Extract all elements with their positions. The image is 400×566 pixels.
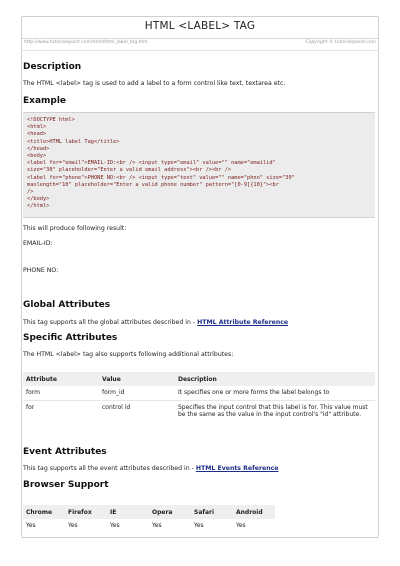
page-title: HTML <LABEL> TAG (144, 20, 256, 32)
heading-browser-support: Browser Support (23, 480, 109, 490)
specific-attributes-text: The HTML <label> tag also supports following additional attributes: (23, 351, 234, 358)
phone-label: PHONE NO: (23, 267, 59, 274)
table-cell: form_id (99, 386, 175, 400)
table-row (23, 386, 375, 400)
table-cell: Yes (68, 522, 78, 529)
column-header: Value (99, 372, 175, 386)
event-attributes-sentence: This tag supports all the event attributes described in - (23, 465, 196, 472)
column-header: Attribute (23, 372, 99, 386)
column-header: Android (233, 505, 275, 519)
table-header-row (23, 372, 375, 386)
result-intro: This will produce following result: (23, 225, 127, 232)
description-text: The HTML <label> tag is used to add a label to a form control like text, textarea etc. (23, 80, 286, 87)
event-attributes-text (23, 465, 279, 472)
table-cell: Yes (26, 522, 36, 529)
column-header: IE (107, 505, 149, 519)
table-cell: Yes (194, 522, 204, 529)
column-header: Description (175, 372, 375, 386)
table-cell: Yes (152, 522, 162, 529)
source-url[interactable]: http://www.tutorialspoint.com/html/html_label_tag.htm (24, 40, 148, 45)
column-header: Chrome (23, 505, 65, 519)
table-cell: Specifies the input control that this label is for. This value must be the same as the value in the input control's "id" attribute. (178, 403, 368, 419)
meta-bar (24, 40, 376, 50)
attributes-table (23, 372, 375, 422)
table-row (23, 519, 275, 533)
heading-specific-attributes: Specific Attributes (23, 333, 118, 343)
column-header: Opera (149, 505, 191, 519)
table-header-row (23, 505, 275, 519)
heading-global-attributes: Global Attributes (23, 300, 111, 310)
heading-example: Example (23, 96, 67, 106)
table-cell: Yes (110, 522, 120, 529)
meta-divider (21, 50, 379, 51)
page-frame (21, 16, 379, 538)
html-attribute-reference-link[interactable]: HTML Attribute Reference (197, 319, 289, 326)
html-events-reference-link[interactable]: HTML Events Reference (195, 465, 279, 472)
table-cell: Yes (236, 522, 246, 529)
code-sample: <!DOCTYPE html> <html> <head> <title>HTML label Tag</title> </head> <body> <label for="email">EMAIL-ID:<br /> <input type="email" value="" name="emailid" size="30" placeholder="Enter a valid email address"><br /><br /> <label for="phone">PHONE NO:<br /> <input type="text" value="" name="phno" size="30" maxlength="10" placeholder="Enter a valid phone number" pattern="[0-9]{10}"><br /> </body> </html> (27, 117, 295, 210)
column-header: Safari (191, 505, 233, 519)
global-attributes-sentence: This tag supports all the global attributes described in - (23, 319, 198, 326)
heading-event-attributes: Event Attributes (23, 447, 107, 457)
table-row (23, 400, 375, 422)
column-header: Firefox (65, 505, 107, 519)
code-block (23, 112, 375, 218)
table-cell: for (26, 403, 35, 411)
heading-description: Description (23, 62, 82, 72)
email-label: EMAIL-ID: (23, 240, 53, 247)
browser-support-table (23, 505, 275, 533)
copyright-note: Copyright © tutorialspoint.com (305, 40, 376, 45)
table-cell: It specifies one or more forms the label belongs to (175, 386, 375, 400)
table-cell: form (23, 386, 99, 400)
table-cell: control id (102, 403, 131, 411)
global-attributes-text (23, 319, 288, 326)
title-divider (21, 38, 379, 39)
